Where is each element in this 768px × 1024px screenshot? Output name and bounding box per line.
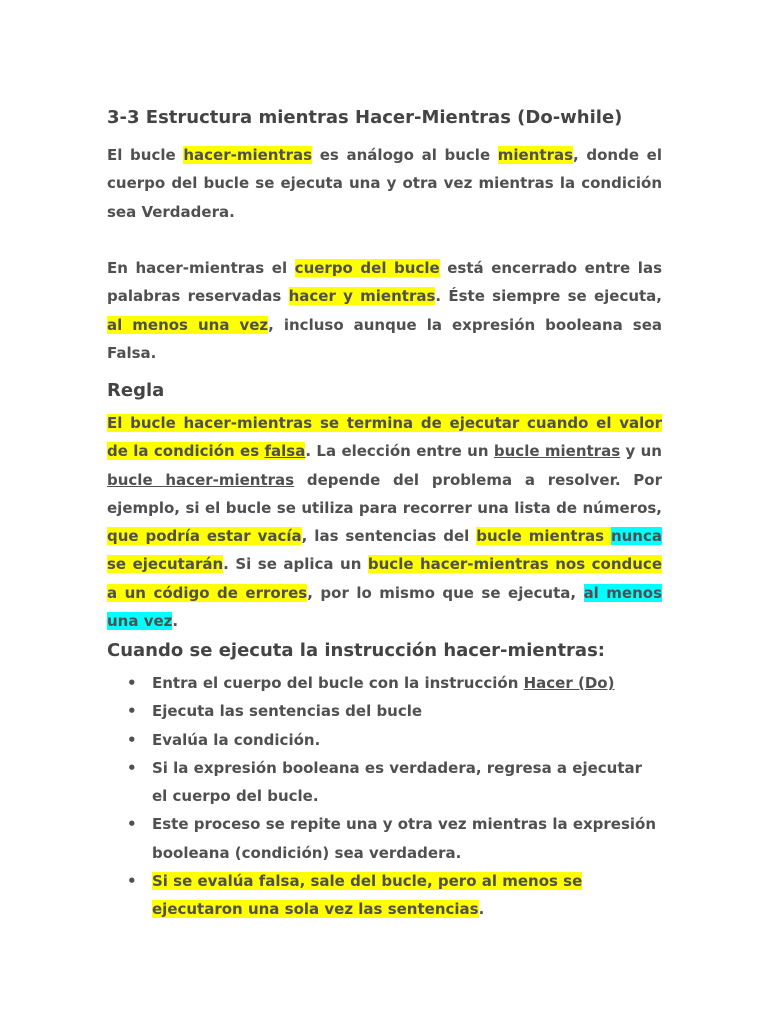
- highlight-vacia: que podría estar vacía: [107, 527, 302, 546]
- highlight-hacer-mientras: hacer-mientras: [183, 146, 313, 164]
- text-run: . Si se aplica un: [223, 555, 368, 574]
- text-run: Este proceso se repite una y otra vez mientras la expresión booleana (condición) sea verdadera.: [152, 815, 657, 862]
- bullet-icon: •: [127, 872, 137, 891]
- text-run: está encerrado entre las palabras reservadas: [107, 259, 662, 306]
- text-run: depende del problema a resolver. Por ejemplo, si el bucle se utiliza para recorrer una lista de números,: [107, 470, 662, 517]
- section-title: 3-3 Estructura mientras Hacer-Mientras (Do-while): [107, 107, 623, 128]
- text-run: .: [172, 612, 179, 631]
- cyan-highlight-al-menos-una-vez: al menos una vez: [107, 583, 663, 631]
- text-run: Ejecuta las sentencias del bucle: [152, 702, 423, 721]
- steps-list: [107, 669, 662, 924]
- link-bucle-mientras[interactable]: bucle mientras: [493, 442, 621, 461]
- text-run: , las sentencias del: [301, 527, 477, 546]
- list-item: [107, 867, 662, 924]
- list-item: [107, 697, 662, 725]
- bullet-icon: •: [127, 702, 137, 721]
- regla-paragraph: [107, 409, 662, 635]
- text-run: Entra el cuerpo del bucle con la instrucción: [152, 674, 524, 692]
- highlight-codigo-de-errores: bucle hacer-mientras nos conduce a un código de errores: [107, 555, 662, 602]
- text-run: , por lo mismo que se ejecuta,: [307, 583, 584, 602]
- text-run: Evalúa la condición.: [152, 730, 321, 749]
- cyan-highlight-nunca: nunca: [610, 527, 663, 546]
- highlight-rule: El bucle hacer-mientras se termina de ejecutar cuando el valor de la condición es: [107, 414, 662, 461]
- list-item: [107, 754, 662, 811]
- highlight-al-menos-una-vez: al menos una vez: [107, 315, 269, 334]
- list-item: [107, 810, 662, 867]
- bullet-icon: •: [127, 730, 137, 749]
- text-run: . Éste siempre se ejecuta,: [435, 287, 662, 306]
- highlight-falsa: falsa: [264, 442, 306, 461]
- text-run: , donde el cuerpo del bucle se ejecuta una y otra vez mientras la condición sea Verdadera.: [107, 146, 662, 221]
- text-run: . La elección entre un: [305, 442, 494, 461]
- list-item: [107, 669, 662, 697]
- text-run: es análogo al bucle: [312, 146, 498, 164]
- link-bucle-hacer-mientras[interactable]: bucle hacer-mientras: [107, 470, 295, 489]
- text-run: Si la expresión booleana es verdadera, regresa a ejecutar el cuerpo del bucle.: [152, 758, 643, 806]
- regla-heading: Regla: [107, 380, 165, 401]
- highlight-cuerpo-del-bucle: cuerpo del bucle: [294, 259, 440, 277]
- text-run: .: [478, 900, 485, 919]
- bullet-icon: •: [127, 758, 137, 777]
- highlight-bucle-mientras: bucle mientras: [476, 527, 611, 546]
- highlight-hacer-y-mientras: hacer y mientras: [288, 287, 436, 306]
- bullet-icon: •: [127, 674, 137, 692]
- text-run: El bucle: [107, 146, 184, 164]
- link-hacer-do[interactable]: Hacer (Do): [523, 674, 615, 692]
- highlight-mientras: mientras: [497, 146, 574, 164]
- text-run: y un: [620, 442, 662, 461]
- text-run: , incluso aunque la expresión booleana sea Falsa.: [107, 315, 662, 362]
- highlight-final-step: Si se evalúa falsa, sale del bucle, pero al menos se ejecutaron una sola vez las sentencias: [152, 872, 583, 919]
- body-paragraph: [107, 254, 662, 367]
- bullet-icon: •: [127, 815, 137, 834]
- intro-paragraph: [107, 141, 662, 226]
- list-item: [107, 726, 662, 754]
- highlight-se-ejecutaran: se ejecutarán: [107, 555, 224, 574]
- text-run: En hacer-mientras el: [107, 259, 295, 277]
- cuando-heading: Cuando se ejecuta la instrucción hacer-mientras:: [107, 640, 605, 661]
